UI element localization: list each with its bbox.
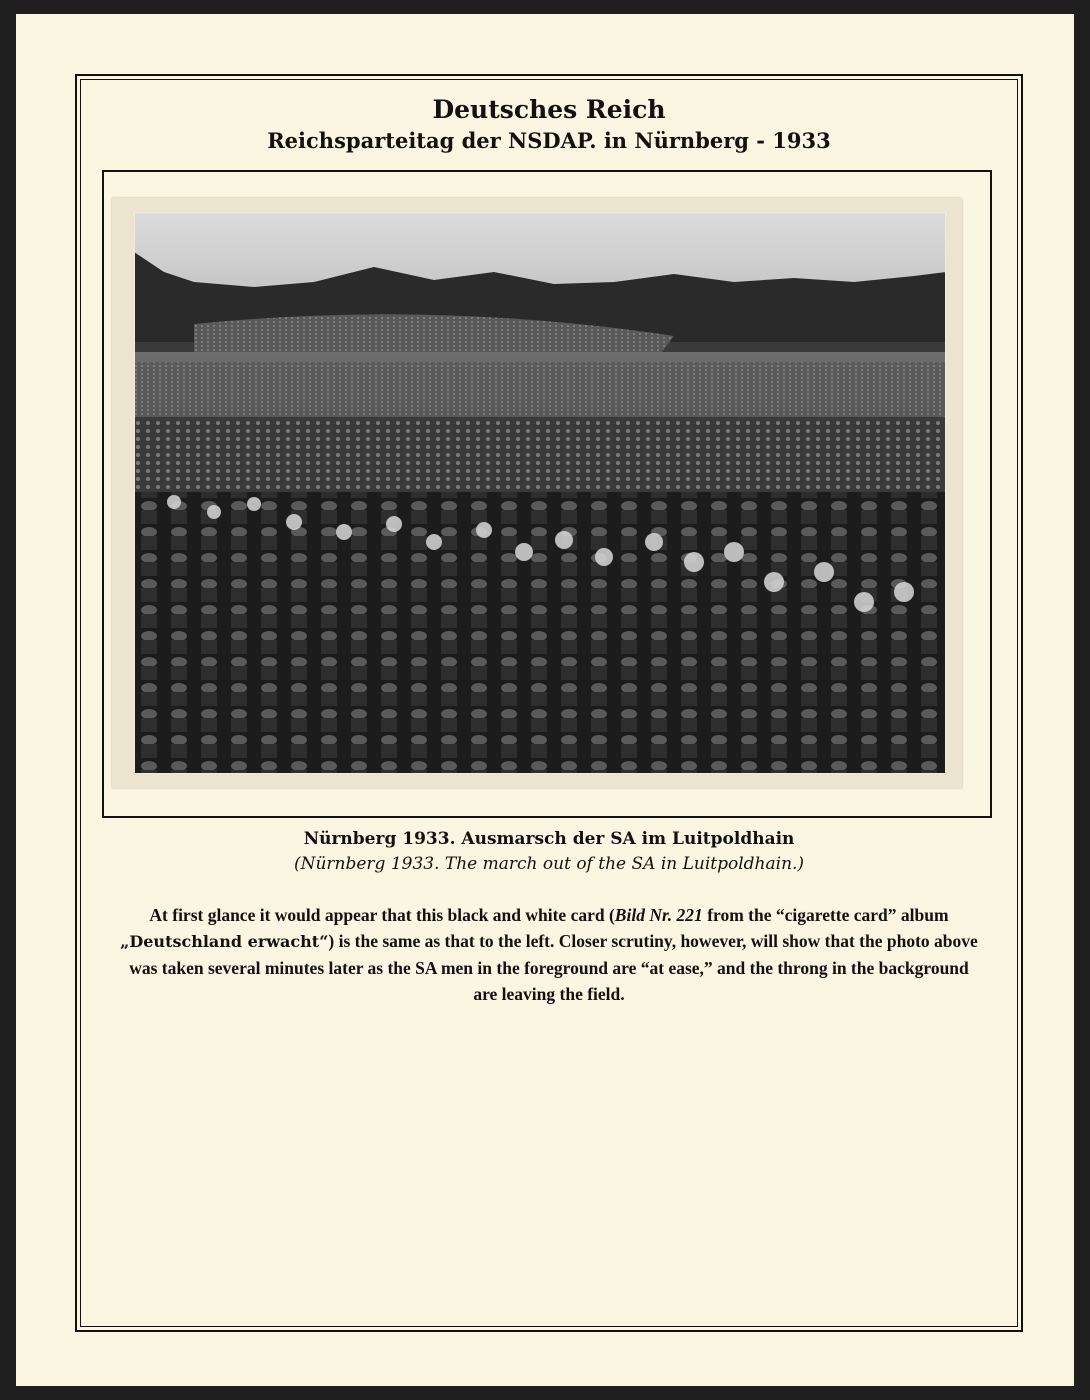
- card-reference: Bild Nr. 221: [614, 905, 703, 925]
- description-part-2: from the “cigarette card” album: [702, 905, 949, 925]
- album-page: [16, 14, 1074, 1386]
- title-line-2: Reichsparteitag der NSDAP. in Nürnberg - 1933: [267, 128, 831, 153]
- crowd-photo-illustration: [134, 212, 946, 774]
- description-part-3: ) is the same as that to the left. Closer scrutiny, however, will show that the photo above was taken several minutes later as the SA men in the foreground are “at ease,” and the throng in the background are leaving the field.: [129, 931, 978, 1004]
- photo-frame: [102, 170, 992, 818]
- caption-german: Nürnberg 1933. Ausmarsch der SA im Luitpoldhain: [303, 829, 795, 849]
- page-title: [80, 94, 1018, 156]
- photo-caption: [80, 826, 1018, 876]
- march-photo: [134, 212, 946, 774]
- title-line-1: Deutsches Reich: [432, 95, 666, 124]
- photo-mount: [112, 198, 962, 788]
- description-part-1: At first glance it would appear that this black and white card (: [149, 905, 615, 925]
- album-title: „Deutschland erwacht“: [120, 932, 329, 951]
- caption-english: (Nürnberg 1933. The march out of the SA in Luitpoldhain.): [293, 854, 805, 874]
- description-paragraph: [116, 902, 982, 1007]
